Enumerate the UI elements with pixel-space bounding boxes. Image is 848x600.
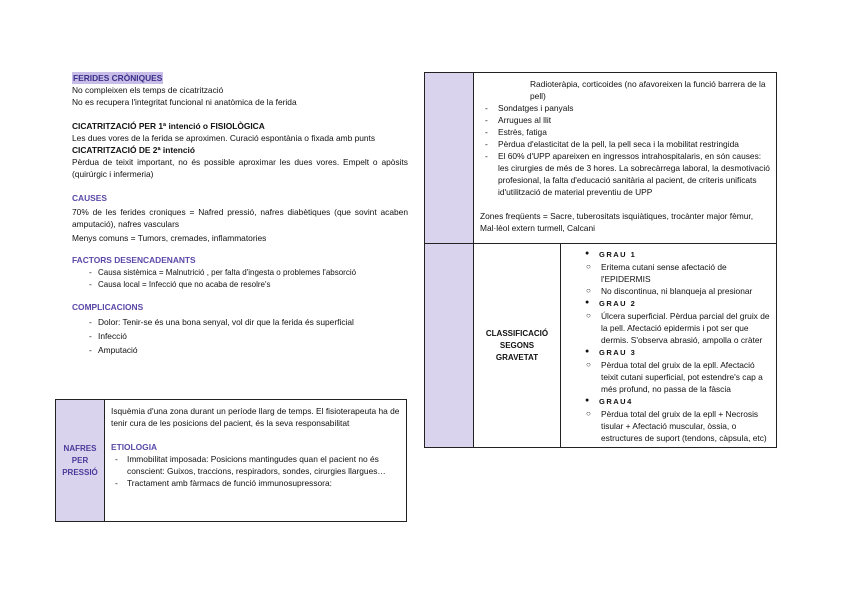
- grau-item: [561, 297, 772, 346]
- nafres-label: NAFRES PER PRESSIÓ: [62, 443, 98, 477]
- classificacio-cell: [474, 244, 561, 448]
- list-item: - Infecció: [72, 329, 408, 343]
- heading-cicatritzacio-2: CICATRITZACIÓ DE 2ª intenció: [72, 145, 195, 155]
- grau-sublist: [561, 310, 772, 346]
- nafres-table: [55, 399, 407, 522]
- heading-factors: FACTORS DESENCADENANTS: [72, 255, 196, 265]
- nafres-content-cell: [105, 400, 407, 522]
- left-column: [72, 72, 408, 357]
- list-item: - Causa sistèmica = Malnutrició , per falta d'ingesta o problemes l'absorció: [72, 267, 408, 279]
- grau-item: [561, 346, 772, 395]
- complicacions-list: [72, 315, 408, 357]
- causes-line: 70% de les ferides croniques = Nafred pressió, nafres diabètiques (que sovint acaben amputació), nafres vasculars: [72, 207, 408, 229]
- graus-cell: [561, 244, 777, 448]
- list-item: - Amputació: [72, 343, 408, 357]
- list-item: ○ Pèrdua total del gruix de la epll. Afectació teixit cutani superficial, pot estendre's cap a més profund, no passa de la fàscia: [561, 359, 772, 395]
- grau-sublist: [561, 408, 772, 444]
- list-item: - El 60% d'UPP apareixen en ingressos intrahospitalaris, en són causes: les cirurgies de més de 3 hores. La sobrecàrrega laboral, la desmotivació profesional, la falta d'educació sanitària al pacient, de criteris unificats id'utilització de material preventiu de UPP: [480, 150, 770, 198]
- list-item: - Immobilitat imposada: Posicions mantingudes quan el pacient no és conscient: Guixos, traccions, respiradors, sondes, cirurgies llargues…: [111, 453, 400, 477]
- list-item: - Arrugues al llit: [480, 114, 770, 126]
- continuation-cell: [474, 73, 777, 244]
- classificacio-label: CLASSIFICACIÓ SEGONS GRAVETAT: [485, 328, 549, 362]
- list-item: ○ Pèrdua total del gruix de la epll + Necrosis tisular + Afectació muscular, òssia, o estructures de suport (tendons, càpsula, etc): [561, 408, 772, 444]
- intro-line: No es recupera l'integritat funcional ni anatòmica de la ferida: [72, 97, 297, 107]
- etiologia-list: [111, 453, 400, 489]
- text-cicatritzacio-2: Pèrdua de teixit important, no és possible aproximar les dues vores. Empelt o apòsits (quirúrgic i infermeria): [72, 157, 408, 179]
- intro-line: No compleixen els temps de cicatrització: [72, 85, 224, 95]
- heading-etiologia: ETIOLOGIA: [111, 442, 158, 452]
- right-side-cell-top: [425, 73, 474, 244]
- graus-list: [561, 248, 772, 444]
- nafres-description: Isquèmia d'una zona durant un període llarg de temps. El fisioterapeuta ha de tenir cura de les posicions del pacient, és la seva responsabilitat: [111, 406, 400, 428]
- grau-sublist: [561, 359, 772, 395]
- list-item: ○ Úlcera superficial. Pèrdua parcial del gruix de la pell. Afectació epidermis i pot ser que dermis. S'observa abrasió, ampolla o cràter: [561, 310, 772, 346]
- list-item: ○ No discontinua, ni blanqueja al presionar: [561, 285, 772, 297]
- zones-frequents: Zones freqüents = Sacre, tuberositats isquiàtiques, trocànter major fèmur, Mal·lèol extern turmell, Calcani: [480, 211, 754, 233]
- list-item: - Sondatges i panyals: [480, 102, 770, 114]
- grau-label: GRAU 1: [599, 250, 637, 259]
- list-item: - Tractament amb fàrmacs de funció immunosupressora:: [111, 477, 400, 489]
- list-item: - Pèrdua d'elasticitat de la pell, la pell seca i la mobilitat restringida: [480, 138, 770, 150]
- grau-item: [561, 248, 772, 297]
- grau-label: GRAU4: [599, 397, 633, 406]
- grau-label: GRAU 3: [599, 348, 637, 357]
- factors-list: [72, 267, 408, 291]
- grau-sublist: [561, 261, 772, 297]
- causes-line: Menys comuns = Tumors, cremades, inflammatories: [72, 233, 267, 243]
- heading-complicacions: COMPLICACIONS: [72, 302, 144, 312]
- section-title-ferides-croniques: FERIDES CRÒNIQUES: [73, 73, 163, 83]
- right-side-cell-bottom: [425, 244, 474, 448]
- list-item: - Dolor: Tenir-se és una bona senyal, vol dir que la ferida és superficial: [72, 315, 408, 329]
- grau-label: GRAU 2: [599, 299, 637, 308]
- text-cicatritzacio-1: Les dues vores de la ferida se aproximen. Curació espontània o fixada amb punts: [72, 133, 376, 143]
- list-item: - Estrès, fatiga: [480, 126, 770, 138]
- list-item: ○ Eritema cutani sense afectació de l'EPIDERMIS: [561, 261, 772, 285]
- list-item: - Causa local = Infecció que no acaba de resolre's: [72, 279, 408, 291]
- right-table: [424, 72, 777, 448]
- nafres-side-cell: [56, 400, 105, 522]
- continuation-list: [480, 102, 770, 198]
- grau-item: [561, 395, 772, 444]
- heading-causes: CAUSES: [72, 193, 107, 203]
- heading-cicatritzacio-1: CICATRITZACIÓ PER 1ª intenció o FISIOLÒGICA: [72, 121, 265, 131]
- continuation-first: Radioteràpia, corticoides (no afavoreixen la funció barrera de la pell): [530, 79, 766, 101]
